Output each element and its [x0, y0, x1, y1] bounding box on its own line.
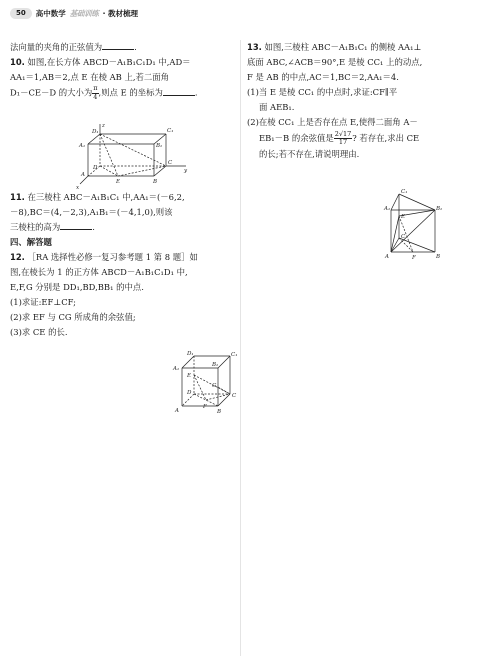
label-d: D	[187, 390, 192, 396]
section-heading: 四、解答题	[10, 237, 52, 247]
figure-q12-cube	[170, 350, 240, 416]
label-b: B	[217, 409, 222, 415]
q11-number: 11.	[10, 192, 25, 202]
question-13	[247, 40, 472, 162]
q10-line3b: ,则点 E 的坐标为	[98, 87, 163, 98]
left-column	[10, 40, 234, 101]
label-b1: B₁	[436, 206, 443, 212]
line-d1c	[100, 134, 166, 166]
label-a: A	[175, 408, 179, 414]
question-12	[10, 250, 234, 340]
q9-tail-text: 法向量的夹角的正弦值为	[10, 42, 103, 52]
label-x: x	[76, 185, 80, 191]
line-ef	[194, 375, 206, 400]
label-a: A	[385, 254, 389, 260]
edge-c1b1	[218, 356, 230, 368]
q11-line1: 在三棱柱 ABC－A₁B₁C₁ 中,AA₁＝(－6,2,	[27, 192, 185, 202]
q12-line3: E,F,G 分别是 DD₁,BD,BB₁ 的中点.	[10, 282, 144, 292]
q13-sub2b1: EB₁－B 的余弦值是	[259, 133, 334, 143]
page-number: 50	[10, 8, 32, 19]
label-y: y	[184, 168, 188, 174]
label-c1: C₁	[401, 189, 408, 195]
header-section: · 教材梳理	[102, 8, 139, 18]
q13-fraction	[334, 131, 353, 147]
label-b: B	[436, 254, 441, 260]
line-de	[100, 166, 118, 176]
label-c: C	[168, 160, 173, 166]
label-c: C	[401, 234, 406, 240]
q12-sub2: (2)求 EF 与 CG 所成角的余弦值;	[10, 312, 136, 322]
q9-tail	[10, 40, 234, 55]
q13-frac-den: 17	[338, 138, 348, 146]
line-ec	[118, 166, 166, 176]
q13-sub1b: 面 AEB₁.	[259, 102, 295, 112]
label-a: A	[81, 172, 85, 178]
page-header	[10, 6, 138, 20]
figure-q10-cuboid	[68, 122, 193, 190]
label-d1: D₁	[92, 129, 99, 135]
q9-tail-end: .	[134, 42, 137, 52]
answer-blank	[163, 86, 195, 96]
q12-line1: ［RA 选择性必修一复习参考题 1 第 8 题］如	[27, 252, 198, 262]
label-e: E	[187, 373, 192, 379]
line-cf	[399, 238, 413, 252]
line-d1e	[100, 134, 118, 176]
label-c1: C₁	[231, 352, 238, 358]
label-b: B	[153, 179, 158, 185]
q13-line3: F 是 AB 的中点,AC＝1,BC＝2,AA₁＝4.	[247, 72, 399, 82]
edge-d1a1	[88, 134, 100, 144]
book-title: 高中数学	[35, 8, 66, 18]
q10-line3a: D₁－CE－D 的大小为	[10, 87, 93, 98]
label-a1: A₁	[384, 206, 391, 212]
left-column-lower	[10, 190, 234, 340]
right-column	[247, 40, 472, 162]
line-ea	[391, 216, 399, 252]
line-gc	[218, 387, 230, 394]
label-c1: C₁	[167, 128, 174, 134]
edge-c1a1	[391, 194, 399, 210]
label-e: E	[116, 179, 121, 185]
label-a1: A₁	[173, 366, 180, 372]
edge-c1b1	[399, 194, 435, 210]
label-f: F	[203, 404, 207, 410]
q13-number: 13.	[247, 42, 262, 52]
q13-sub2a: (2)在棱 CC₁ 上是否存在点 E,使得二面角 A－	[247, 117, 418, 127]
q10-line3c: .	[194, 87, 198, 98]
book-series-logo: 基础训练	[69, 8, 99, 18]
q12-line2: 图,在棱长为 1 的正方体 ABCD－A₁B₁C₁D₁ 中,	[10, 267, 188, 277]
q13-sub2c: 的长;若不存在,请说明理由.	[259, 149, 360, 159]
label-a1: A₁	[79, 143, 86, 149]
q10-line2: AA₁＝1,AB＝2,点 E 在棱 AB 上,若二面角	[10, 72, 170, 82]
q10-frac-den: 4	[93, 92, 98, 101]
q13-frac-num: 2√17	[334, 129, 352, 138]
q10-frac-num: π	[93, 84, 98, 92]
q13-line2: 底面 ABC,∠ACB＝90°,E 是棱 CC₁ 上的动点,	[247, 57, 423, 67]
label-g: G	[212, 383, 217, 389]
q12-sub3: (3)求 CE 的长.	[10, 327, 68, 337]
answer-blank	[60, 220, 92, 230]
q10-line1: 如图,在长方体 ABCD－A₁B₁C₁D₁ 中,AD＝	[27, 57, 191, 67]
label-f: F	[412, 255, 416, 261]
line-ab1	[391, 210, 435, 252]
label-b1: B₁	[156, 143, 163, 149]
edge-d1a1	[182, 356, 194, 368]
label-d: D	[93, 165, 98, 171]
figure-q13-prism	[385, 186, 445, 262]
label-b1: B₁	[212, 362, 219, 368]
label-c: C	[232, 393, 237, 399]
q13-sub2b2: ? 若存在,求出 CE	[352, 133, 420, 143]
q11-line3-end: .	[92, 222, 95, 232]
q11-line3: 三棱柱的高为	[10, 222, 61, 232]
edge-cb	[399, 238, 435, 252]
q10-number: 10.	[10, 57, 25, 67]
question-10	[10, 55, 234, 101]
q11-line2: －8),BC＝(4,－2,3),A₁B₁＝(－4,1,0),则该	[10, 207, 173, 217]
q13-line1: 如图,三棱柱 ABC－A₁B₁C₁ 的侧棱 AA₁⊥	[264, 42, 422, 52]
q12-sub1: (1)求证:EF⊥CF;	[10, 297, 76, 307]
question-11	[10, 190, 234, 235]
label-z: z	[102, 123, 105, 129]
label-d1: D₁	[187, 351, 194, 357]
column-divider	[240, 40, 241, 656]
q13-sub1a: (1)当 E 是棱 CC₁ 的中点时,求证:CF∥平	[247, 87, 398, 97]
label-e: E	[401, 214, 406, 220]
answer-blank	[102, 40, 134, 50]
q12-number: 12.	[10, 252, 25, 262]
